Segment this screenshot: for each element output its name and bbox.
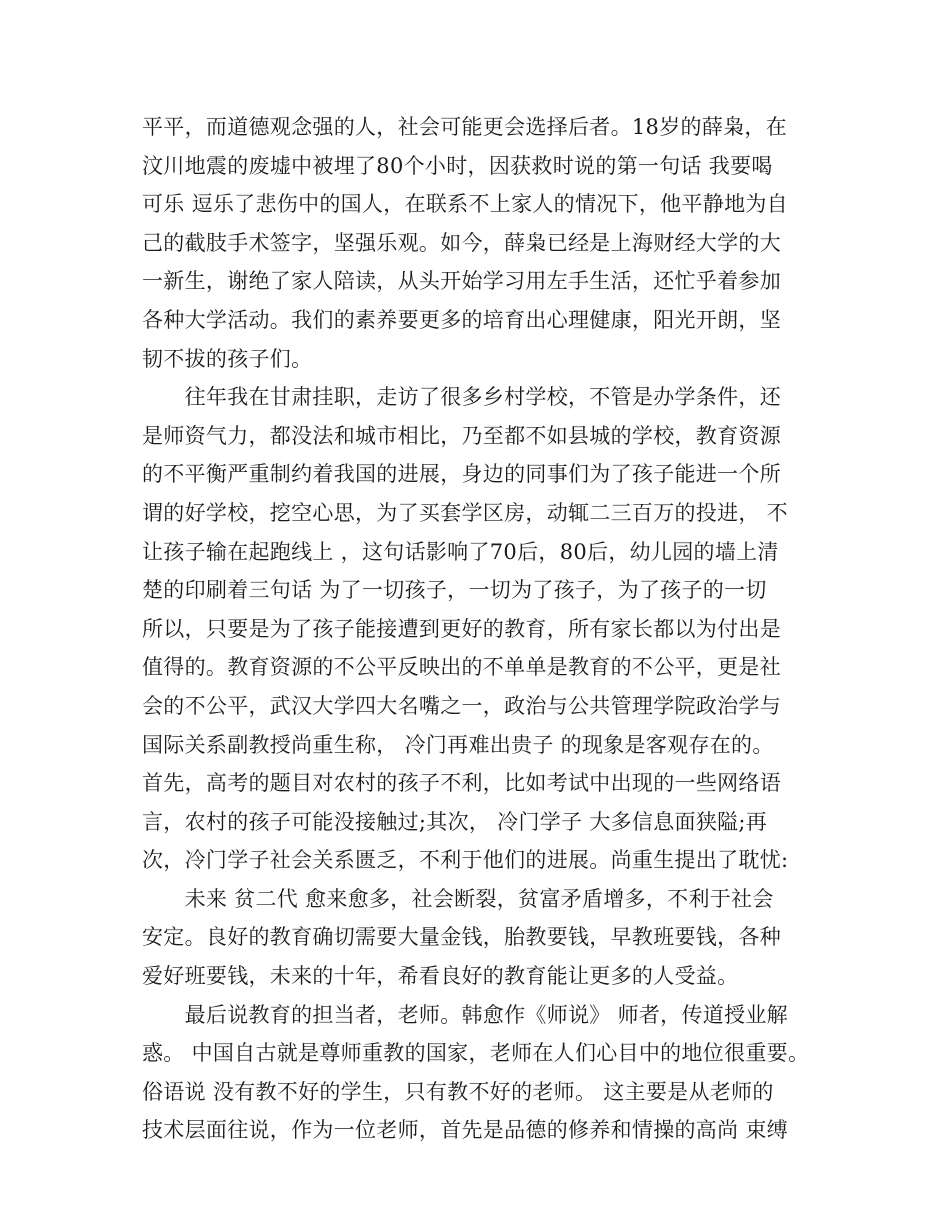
text-line: 可乐 逗乐了悲伤中的国人，在联系不上家人的情况下，他平静地为自 [142,192,788,217]
text-line: 的不平衡严重制约着我国的进展，身边的同事们为了孩子能进一个所 [142,462,781,487]
text-line: 国际关系副教授尚重生称， 冷门再难出贵子 的现象是客观存在的。 [142,732,774,757]
text-line: 汶川地震的废墟中被埋了80个小时，因获救时说的第一句话 我要喝 [142,153,773,178]
text-line: 俗语说 没有教不好的学生，只有教不好的老师。 这主要是从老师的 [142,1079,774,1104]
text-line: 技术层面往说，作为一位老师，首先是品德的修养和情操的高尚 束缚 [142,1118,788,1143]
text-line: 韧不拔的孩子们。 [142,346,313,371]
text-line: 会的不公平，武汉大学四大名嘴之一，政治与公共管理学院政治学与 [142,693,781,718]
text-line: 言，农村的孩子可能没接触过;其次， 冷门学子 大多信息面狭隘;再 [142,809,768,834]
text-line: 首先，高考的题目对农村的孩子不利，比如考试中出现的一些网络语 [142,771,781,796]
text-line: 己的截肢手术签字，坚强乐观。如今，薛枭已经是上海财经大学的大 [142,230,781,255]
body-text [142,108,822,1150]
text-line: 谓的好学校，挖空心思，为了买套学区房，动辄二三百万的投进， 不 [142,500,788,525]
text-line: 未来 贫二代 愈来愈多，社会断裂，贫富矛盾增多，不利于社会 [142,886,774,911]
text-line: 爱好班要钱，未来的十年，希看良好的教育能让更多的人受益。 [142,964,739,989]
text-line: 惑。 中国自古就是尊师重教的国家，老师在人们心目中的地位很重要。 [142,1041,810,1066]
text-line: 最后说教育的担当者，老师。韩愈作《师说》 师者，传道授业解 [142,1002,788,1027]
text-line: 平平，而道德观念强的人，社会可能更会选择后者。18岁的薛枭，在 [142,115,788,139]
text-line: 往年我在甘肃挂职，走访了很多乡村学校，不管是办学条件，还 [142,385,781,410]
text-line: 楚的印刷着三句话 为了一切孩子，一切为了孩子，为了孩子的一切 [142,578,767,603]
text-line: 是师资气力，都没法和城市相比，乃至都不如县城的学校，教育资源 [142,423,781,448]
text-line: 各种大学活动。我们的素养要更多的培育出心理健康，阳光开朗，坚 [142,307,781,332]
text-line: 一新生，谢绝了家人陪读，从头开始学习用左手生活，还忙乎着参加 [142,269,781,294]
text-line: 让孩子输在起跑线上 ，这句话影响了70后，80后，幼儿园的墙上清 [142,539,779,564]
text-line: 所以，只要是为了孩子能接遭到更好的教育，所有家长都以为付出是 [142,616,781,641]
text-line: 值得的。教育资源的不公平反映出的不单单是教育的不公平，更是社 [142,655,781,680]
text-line: 安定。良好的教育确切需要大量金钱，胎教要钱，早教班要钱，各种 [142,925,781,950]
text-line: 次，冷门学子社会关系匮乏，不利于他们的进展。尚重生提出了耽忧: [142,848,789,873]
